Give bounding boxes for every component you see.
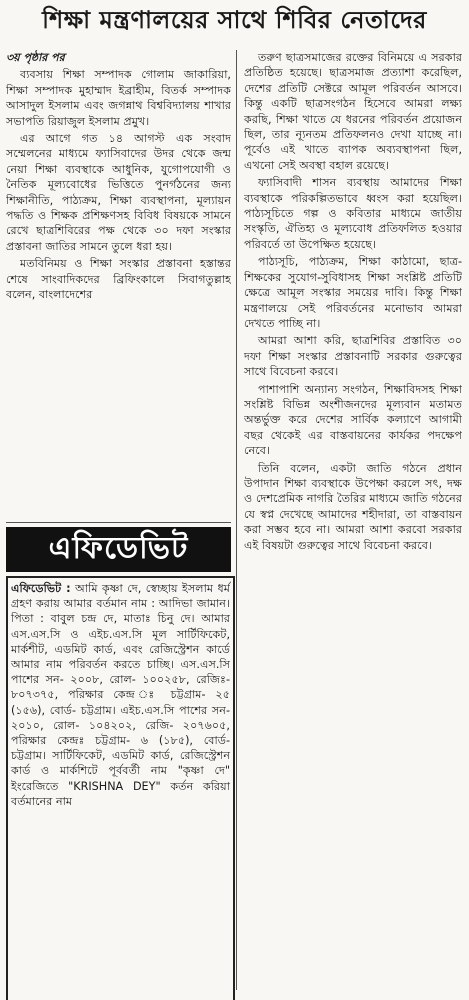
- article-paragraph: ব্যবসায় শিক্ষা সম্পাদক গোলাম জাকারিয়া, শিক্ষা সম্পাদক মুহাম্মাদ ইব্রাহীম, বিতর্ক সম্পাদক আসাদুল ইসলাম এবং জগন্নাথ বিশ্ববিদ্যালয় শাখার সভাপতি রিয়াজুল ইসলাম প্রমুখ।: [6, 68, 231, 128]
- article-paragraph: এর আগে গত ১৪ আগস্ট এক সংবাদ সম্মেলনের মাধ্যমে ফ্যাসিবাদের উদর থেকে জন্ম নেয়া শিক্ষা ব্যবস্থাকে আধুনিক, যুগোপযোগী ও নৈতিক মূল্যবোধের ভিত্তিতে পুনর্গঠনের জন্য শিক্ষানীতি, পাঠ্যক্রম, শিক্ষা ব্যবস্থাপনা, মূল্যায়ন পদ্ধতি ও শিক্ষক প্রশিক্ষণসহ বিবিধ বিষয়কে সামনে রেখে ছাত্রশিবিরের পক্ষ থেকে ৩০ দফা সংস্কার প্রস্তাবনা জাতির সামনে তুলে ধরা হয়।: [6, 132, 231, 253]
- column-divider: [236, 50, 237, 990]
- article-left-column: [6, 50, 231, 520]
- article-paragraph: মতবিনিময় ও শিক্ষা সংস্কার প্রস্তাবনা হস্তান্তর শেষে সাংবাদিকদের ব্রিফিংকালে সিবাগতুল্লাহ বলেন, বাংলাদেশের: [6, 257, 231, 302]
- article-paragraph: তরুণ ছাত্রসমাজের রক্তের বিনিময়ে এ সরকার প্রতিষ্ঠিত হয়েছে। ছাত্রসমাজ প্রত্যাশা করেছিল, দেশের প্রতিটি সেক্টরে আমূল পরিবর্তন আসবে। কিন্তু একটি ছাত্রসংগঠন হিসেবে আমরা লক্ষ্য করছি, শিক্ষা খাতে যে ধরনের পরিবর্তন প্রয়োজন ছিল, তার ন্যূনতম প্রতিফলনও দেখা যাচ্ছে না। পূর্বেও এই খাতে ব্যাপক অব্যবস্থাপনা ছিল, এখনো সেই অবস্থা বহাল রয়েছে।: [244, 51, 462, 172]
- article-paragraph: ফ্যাসিবাদী শাসন ব্যবস্থায় আমাদের শিক্ষা ব্যবস্থাকে পরিকল্পিতভাবে ধ্বংস করা হয়েছিল। পাঠ্যসূচিতে গল্প ও কবিতার মাধ্যমে জাতীয় সংস্কৃতি, ঐতিহ্য ও মূল্যবোধ প্রতিফলিত হওয়ার পরিবর্তে তা উপেক্ষিত হয়েছে।: [244, 176, 462, 251]
- affidavit-heading: এফিডেভিট: [6, 527, 231, 572]
- headline: শিক্ষা মন্ত্রণালয়ের সাথে শিবির নেতাদের: [42, 5, 427, 34]
- affidavit-notice: [6, 576, 235, 1000]
- continuation-label: ৩য় পৃষ্ঠার পর: [6, 51, 65, 64]
- article-paragraph: পাশাপাশি অন্যান্য সংগঠন, শিক্ষাবিদসহ শিক্ষা সংশ্লিষ্ট বিভিন্ন অংশীজনদের মূল্যবান মতামত অন্তর্ভুক্ত করে দেশের সার্বিক কল্যাণে আগামী বছর থেকেই এর বাস্তবায়নের কার্যকর পদক্ষেপ নেবে।: [244, 382, 462, 458]
- article-paragraph: তিনি বলেন, একটা জাতি গঠনে প্রধান উপাদান শিক্ষা ব্যবস্থাকে উপেক্ষা করলে সৎ, দক্ষ ও দেশপ্রেমিক নাগরি তৈরির মাধ্যমে জাতি গঠনের যে স্বপ্ন দেখেছে আমাদের শহীদারা, তা বাস্তবায়ন করা সম্ভব হবে না। আমরা আশা করবো সরকার এই বিষয়টা গুরুত্বের সাথে বিবেচনা করবে।: [244, 461, 462, 552]
- affidavit-body: আমি কৃষ্ণা দে, স্বেচ্ছায় ইসলাম ধর্ম গ্রহণ করায় আমার বর্তমান নাম : আদিভা জামান। পিতা : বাবুল চন্দ্র দে, মাতাঃ চিনু দে। আমার এস.এস.সি ও এইচ.এস.সি মূল সার্টিফিকেট, মার্কশীট, এডমিট কার্ড, এবং রেজিস্ট্রেশন কার্ডে আমার নাম পরিবর্তন করতে চাচ্ছি। এস.এস.সি পাশের সন- ২০০৮, রোল- ১০০২৫৮, রেজিঃ- ৮০৭৩৭৫, পরিক্ষার কেন্দ্র ঃ চট্টগ্রাম- ২৫ (১৫৬), বোর্ড- চট্টগ্রাম। এইচ.এস.সি পাশের সন- ২০১০, রোল- ১০৪২০২, রেজি- ২০৭৬০৫, পরিক্ষার কেন্দ্রঃ চট্টগ্রাম- ৬ (১৮৫), বোর্ড- চট্টগ্রাম। সার্টিফিকেট, এডমিট কার্ড, রেজিস্ট্রেশন কার্ড ও মার্কশিটে পূর্ববর্তী নাম "কৃষ্ণা দে" ইংরেজিতে "KRISHNA DEY" কর্তন করিয়া বর্তমানের নাম: [11, 582, 231, 808]
- section-divider: [6, 522, 231, 523]
- article-paragraph: পাঠ্যসূচি, পাঠ্যক্রম, শিক্ষা কাঠামো, ছাত্র-শিক্ষকের সুযোগ-সুবিধাসহ শিক্ষা সংশ্লিষ্ট প্রতিটি ক্ষেত্রে আমূল সংস্কার সময়ের দাবি। কিন্তু শিক্ষা মন্ত্রণালয়ে সেই পরিবর্তনের মনোভাব আমরা দেখতে পাচ্ছি না।: [244, 255, 462, 330]
- article-right-column: [244, 50, 462, 990]
- affidavit-lead: এফিডেভিট :: [11, 582, 71, 595]
- article-paragraph: আমরা আশা করি, ছাত্রশিবির প্রস্তাবিত ৩০ দফা শিক্ষা সংস্কার প্রস্তাবনাটি সরকার গুরুত্বের সাথে বিবেচনা করবে।: [244, 334, 462, 379]
